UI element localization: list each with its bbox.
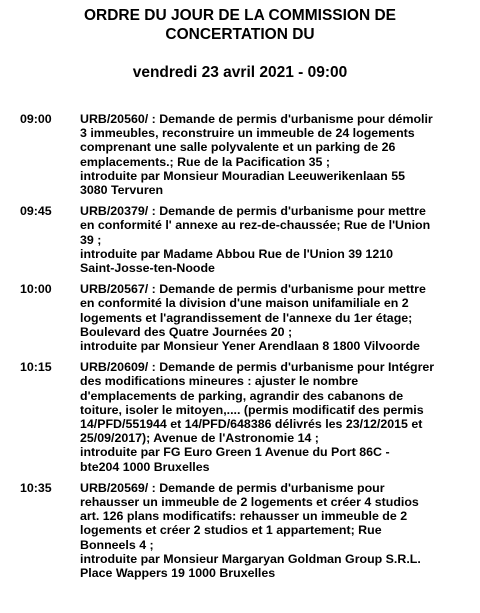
- agenda-line: introduite par Monsieur Mouradian Leeuwerikenlaan 55: [80, 168, 405, 183]
- session-date: vendredi 23 avril 2021 - 09:00: [132, 64, 348, 81]
- agenda-line: introduite par Madame Abbou Rue de l'Union 39 1210: [80, 246, 393, 261]
- agenda-line: art. 126 plans modificatifs: rehausser un immeuble de 2: [80, 509, 408, 524]
- agenda-item: [0, 360, 480, 474]
- agenda-line: logements et l'agrandissement de l'annexe du 1er étage;: [80, 310, 413, 325]
- agenda-time: 10:35: [20, 480, 52, 495]
- agenda-line: logements et créer 2 studios et 1 appartement; Rue: [80, 523, 382, 538]
- agenda-line: URB/20609/ : Demande de permis d'urbanisme pour Intégrer: [80, 360, 435, 375]
- agenda-line: URB/20379/ : Demande de permis d'urbanisme pour mettre: [80, 204, 426, 219]
- agenda-time: 09:00: [20, 112, 52, 126]
- agenda-line: emplacements.; Rue de la Pacification 35 ;: [80, 154, 330, 169]
- agenda-line: Saint-Josse-ten-Noode: [80, 261, 215, 276]
- agenda-line: URB/20569/ : Demande de permis d'urbanisme pour: [80, 480, 385, 495]
- title-line-1: ORDRE DU JOUR DE LA COMMISSION DE: [83, 7, 397, 24]
- agenda-time: 09:45: [20, 204, 52, 219]
- agenda-line: d'emplacements de parking, agrandir des cabanons de: [80, 388, 404, 403]
- agenda-line: rehausser un immeuble de 2 logements et créer 4 studios: [80, 495, 419, 510]
- agenda-description: [80, 282, 460, 353]
- agenda-description: [80, 112, 460, 197]
- agenda-line: toiture, isoler le mitoyen,.... (permis modificatif des permis: [80, 402, 424, 417]
- agenda-line: 3080 Tervuren: [80, 183, 164, 198]
- agenda-line: URB/20567/ : Demande de permis d'urbanisme pour mettre: [80, 282, 426, 297]
- agenda-line: Boulevard des Quatre Journées 20 ;: [80, 324, 293, 339]
- agenda-list: [0, 112, 480, 580]
- agenda-line: 3 immeubles, reconstruire un immeuble de 24 logements: [80, 126, 415, 141]
- agenda-line: Bonneels 4 ;: [80, 537, 154, 552]
- title-line-2: CONCERTATION DU: [165, 26, 315, 43]
- agenda-line: en conformité l' annexe au rez-de-chaussée; Rue de l'Union: [80, 218, 431, 233]
- agenda-description: [80, 481, 460, 580]
- agenda-line: URB/20560/ : Demande de permis d'urbanisme pour démolir: [80, 112, 433, 126]
- agenda-line: des modifications mineures : ajuster le nombre: [80, 374, 359, 389]
- agenda-description: [80, 204, 460, 275]
- agenda-line: Place Wappers 19 1000 Bruxelles: [80, 566, 276, 581]
- agenda-item: [0, 204, 480, 275]
- agenda-line: introduite par Monsieur Yener Arendlaan 8 1800 Vilvoorde: [80, 339, 420, 354]
- agenda-line: 39 ;: [80, 232, 102, 247]
- agenda-item: [0, 112, 480, 197]
- agenda-time: 10:15: [20, 360, 52, 375]
- agenda-line: comprenant une salle polyvalente et un parking de 26: [80, 140, 396, 155]
- agenda-line: introduite par FG Euro Green 1 Avenue du Port 86C -: [80, 445, 390, 460]
- document-title: [0, 0, 480, 44]
- agenda-line: en conformité la division d'une maison unifamiliale en 2: [80, 296, 409, 311]
- agenda-time: 10:00: [20, 282, 52, 297]
- agenda-line: 25/09/2017); Avenue de l'Astronomie 14 ;: [80, 431, 319, 446]
- agenda-item: [0, 282, 480, 353]
- agenda-line: bte204 1000 Bruxelles: [80, 459, 210, 474]
- agenda-line: 14/PFD/551944 et 14/PFD/648386 délivrés les 23/12/2015 et: [80, 417, 423, 432]
- agenda-item: [0, 481, 480, 580]
- agenda-description: [80, 360, 460, 474]
- agenda-line: introduite par Monsieur Margaryan Goldman Group S.R.L.: [80, 551, 421, 566]
